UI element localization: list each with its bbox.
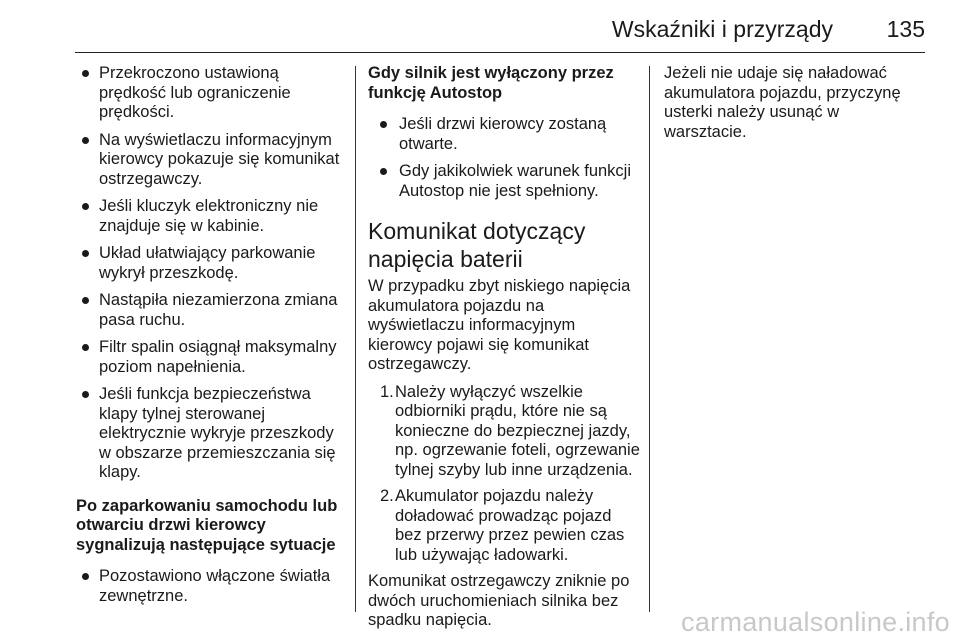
column-divider-2 bbox=[649, 66, 650, 612]
watermark: carmanualsonline.info bbox=[681, 607, 950, 637]
list-item: Nastąpiła niezamierzona zmiana pasa ruchu. bbox=[76, 291, 344, 330]
paragraph: W przypadku zbyt niskiego napięcia akumulatora pojazdu na wyświetlaczu informacyjnym kierowcy pojawi się komunikat ostrzegawczy. bbox=[368, 277, 631, 373]
section-heading-autostop: Gdy silnik jest wyłączony przez funkcję Autostop bbox=[368, 64, 614, 102]
list-item: Układ ułatwiający parkowanie wykrył przeszkodę. bbox=[76, 244, 344, 283]
parking-list bbox=[76, 567, 344, 606]
column-2 bbox=[368, 64, 640, 639]
paragraph: Komunikat ostrzegawczy zniknie po dwóch uruchomieniach silnika bez spadku napięcia. bbox=[368, 572, 630, 629]
section-heading-parking: Po zaparkowaniu samochodu lub otwarciu drzwi kierowcy sygnalizują następujące sytuacje bbox=[76, 496, 338, 554]
list-item bbox=[368, 487, 640, 565]
list-item: Jeśli drzwi kierowcy zostaną otwarte. bbox=[368, 115, 640, 154]
autostop-list bbox=[368, 115, 640, 201]
page-title: Wskaźniki i przyrządy bbox=[611, 16, 833, 42]
list-item: Jeśli funkcja bezpieczeństwa klapy tylnej sterowanej elektrycznie wykryje przeszkody w obszarze przemieszczania się klapy. bbox=[76, 385, 344, 483]
list-item: Filtr spalin osiągnął maksymalny poziom napełnienia. bbox=[76, 338, 344, 377]
page-number: 135 bbox=[886, 16, 925, 42]
list-item: Przekroczono ustawioną prędkość lub ograniczenie prędkości. bbox=[76, 64, 344, 123]
section-title-battery: Komunikat dotyczący napięcia baterii bbox=[368, 218, 586, 272]
column-divider-1 bbox=[355, 66, 356, 612]
column-1 bbox=[76, 64, 344, 614]
paragraph: Jeżeli nie udaje się naładować akumulatora pojazdu, przyczynę usterki należy usunąć w warsztacie. bbox=[664, 64, 901, 141]
list-item bbox=[368, 383, 640, 481]
list-item: Jeśli kluczyk elektroniczny nie znajduje się w kabinie. bbox=[76, 197, 344, 236]
step-text: Akumulator pojazdu należy doładować prowadząc pojazd bez przerwy przez pewien czas lub używając ładowarki. bbox=[395, 487, 625, 564]
warning-list bbox=[76, 64, 344, 483]
list-item: Na wyświetlaczu informacyjnym kierowcy pokazuje się komunikat ostrzegawczy. bbox=[76, 131, 344, 190]
step-text: Należy wyłączyć wszelkie odbiorniki prądu, które nie są konieczne do bezpiecznej jazdy, np. ogrzewanie foteli, ogrzewanie tylnej szyby lub inne urządzenia. bbox=[395, 382, 640, 479]
column-3 bbox=[664, 64, 926, 150]
page-header bbox=[75, 0, 925, 53]
list-item: Pozostawiono włączone światła zewnętrzne. bbox=[76, 567, 344, 606]
list-item: Gdy jakikolwiek warunek funkcji Autostop nie jest spełniony. bbox=[368, 162, 640, 201]
steps-list bbox=[368, 383, 640, 566]
step-number: 2. bbox=[380, 487, 394, 505]
step-number: 1. bbox=[380, 382, 394, 401]
